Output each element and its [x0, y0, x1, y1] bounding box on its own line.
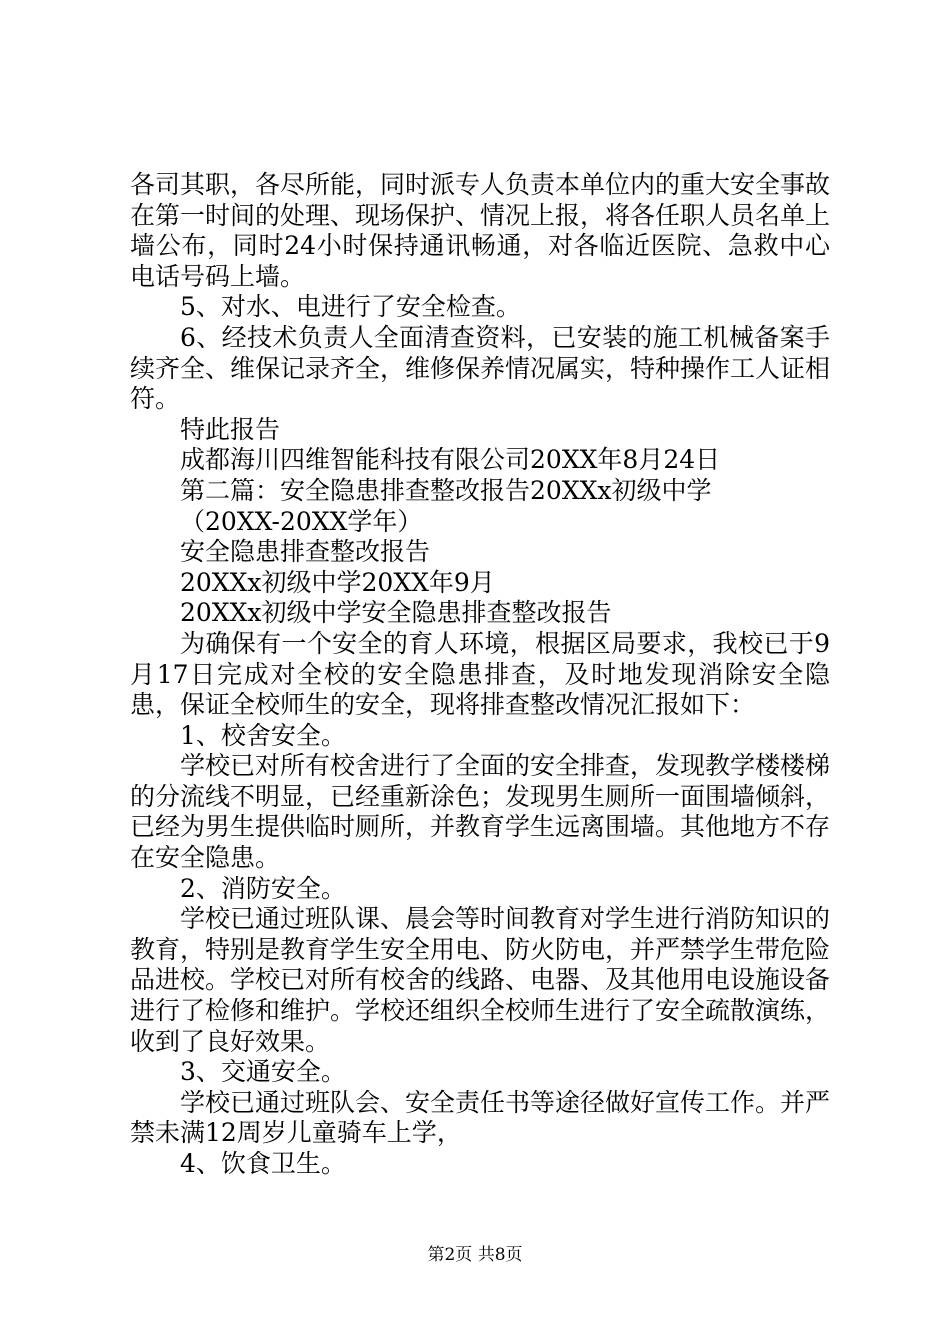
paragraph: （20XX-20XX学年）	[180, 506, 423, 536]
document-body	[130, 170, 830, 1180]
paragraph: 安全隐患排查整改报告	[180, 537, 431, 567]
paragraph: 1、校舍安全。	[180, 720, 346, 750]
paragraph: 成都海川四维智能科技有限公司20XX年8月24日	[180, 445, 721, 475]
paragraph: 2、消防安全。	[180, 873, 346, 903]
paragraph: 特此报告	[180, 414, 281, 444]
paragraph: 学校已通过班队课、晨会等时间教育对学生进行消防知识的教育，特别是教育学生安全用电、防火防电，并严禁学生带危险品进校。学校已对所有校舍的线路、电器、及其他用电设施设备进行了检修和维护。学校还组织全校师生进行了安全疏散演练，收到了良好效果。	[130, 904, 831, 1056]
paragraph: 学校已通过班队会、安全责任书等途径做好宣传工作。并严禁未满12周岁儿童骑车上学，	[130, 1087, 831, 1148]
page-number: 第2页 共8页	[427, 1245, 523, 1265]
paragraph: 学校已对所有校舍进行了全面的安全排查，发现教学楼楼梯的分流线不明显，已经重新涂色；发现男生厕所一面围墙倾斜，已经为男生提供临时厕所，并教育学生远离围墙。其他地方不存在安全隐患。	[130, 751, 831, 873]
paragraph: 为确保有一个安全的育人环境，根据区局要求，我校已于9月17日完成对全校的安全隐患排查，及时地发现消除安全隐患，保证全校师生的安全，现将排查整改情况汇报如下：	[130, 628, 830, 720]
paragraph: 6、经技术负责人全面清查资料，已安装的施工机械备案手续齐全、维保记录齐全，维修保养情况属实，特种操作工人证相符。	[130, 322, 831, 414]
paragraph: 各司其职，各尽所能，同时派专人负责本单位内的重大安全事故在第一时间的处理、现场保护、情况上报，将各任职人员名单上墙公布，同时24小时保持通讯畅通，对各临近医院、急救中心电话号码上墙。	[130, 170, 831, 291]
paragraph: 20XXx初级中学20XX年9月	[180, 567, 495, 597]
paragraph: 5、对水、电进行了安全检查。	[180, 292, 521, 322]
paragraph: 3、交通安全。	[180, 1057, 346, 1087]
section-heading: 第二篇：安全隐患排查整改报告20XXx初级中学	[180, 475, 712, 505]
page-footer	[0, 1244, 950, 1266]
paragraph: 4、饮食卫生。	[180, 1149, 346, 1178]
paragraph: 20XXx初级中学安全隐患排查整改报告	[180, 598, 612, 628]
